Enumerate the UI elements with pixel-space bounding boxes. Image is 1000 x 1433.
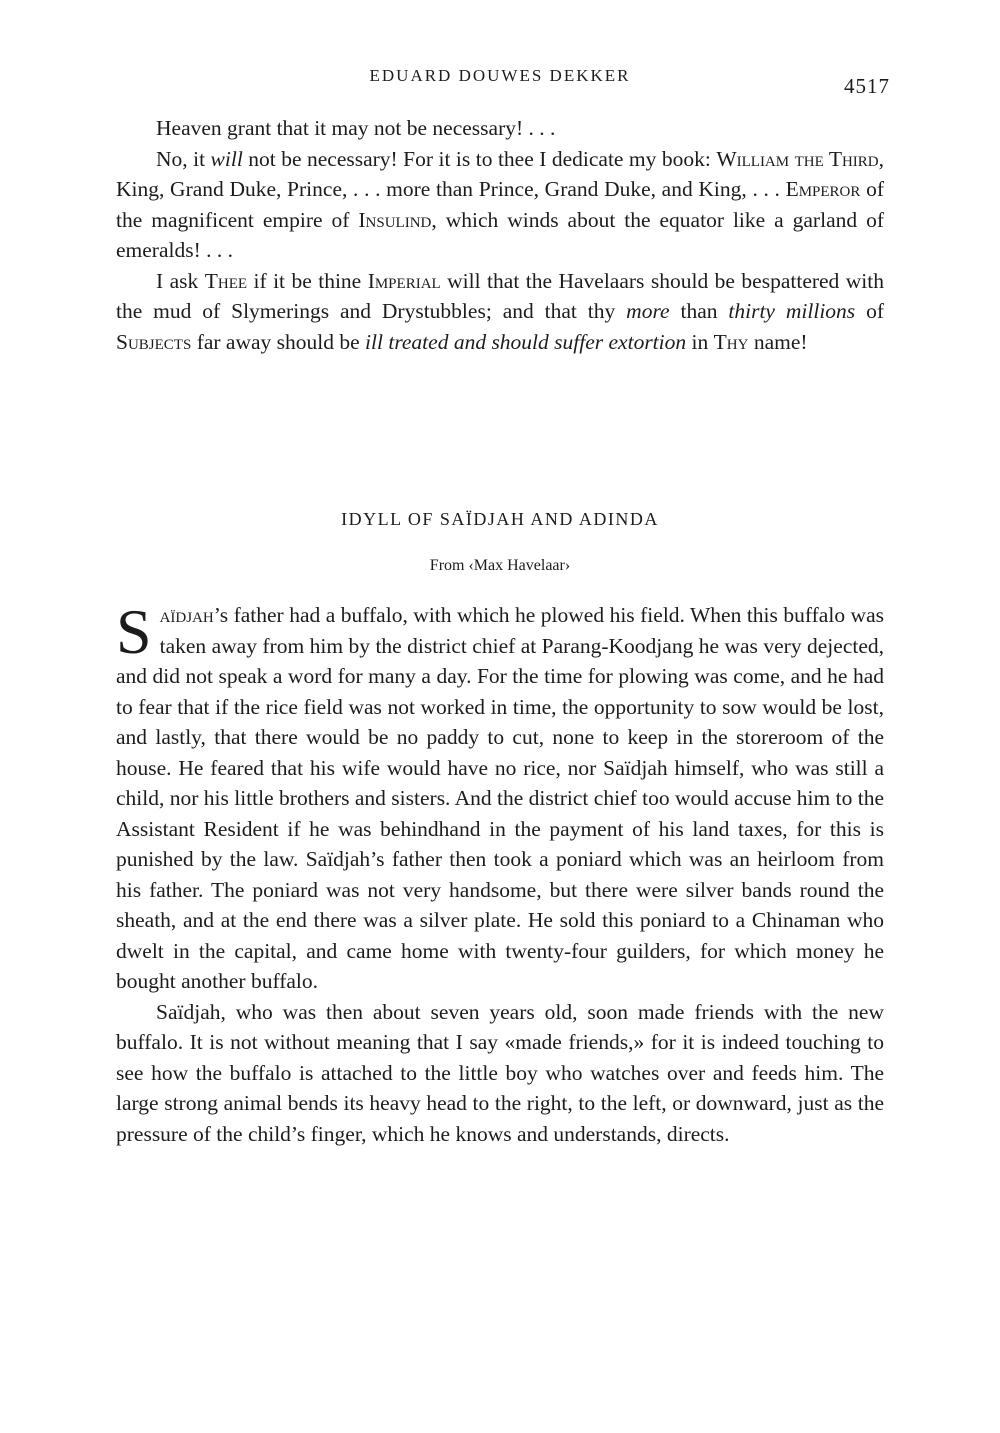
text-run: than <box>669 299 729 323</box>
king-name: William the Third <box>716 146 879 171</box>
emphasis-will: will <box>210 146 243 171</box>
section-title: IDYLL OF SAÏDJAH AND ADINDA <box>341 509 659 529</box>
text-run: name! <box>748 329 808 354</box>
text-run: in <box>686 329 714 354</box>
text-run: far away should be <box>191 329 366 354</box>
intro-section <box>116 113 884 357</box>
emphasis-more: more <box>626 299 670 323</box>
emphasis-thirty-millions: thirty millions <box>728 299 856 323</box>
first-word-rest: aïdjah <box>159 603 214 627</box>
drop-cap: S <box>116 596 152 667</box>
imperial-word: Imperial <box>367 268 441 293</box>
intro-paragraph-1: Heaven grant that it may not be necessary! . . . <box>156 116 556 140</box>
page-number: 4517 <box>844 74 890 98</box>
emperor-word: Emperor <box>785 177 861 201</box>
running-head: EDUARD DOUWES DEKKER <box>369 66 631 85</box>
section-subtitle: From ‹Max Havelaar› <box>429 557 571 574</box>
subjects-word: Subjects <box>116 329 192 354</box>
text-run: not be necessary! For it is to thee I dedicate my book: <box>242 146 717 171</box>
story-paragraph-1 <box>116 596 884 997</box>
text-run: of the magnificent empire of <box>116 177 884 232</box>
text-run: ’s father had a buffalo, with which he plowed his field. When this buffalo was taken away from him by the district chief at Parang-Koodjang he was very dejected, and did not speak a word for many a day. For the time for plowing was come, and he had to fear that if the rice field was not worked in time, the opportunity to sow would be lost, and lastly, that there would be no paddy to cut, none to keep in the storeroom of the house. He feared that his wife would have no rice, nor Saïdjah himself, who was still a child, nor his little brothers and sisters. And the district chief too would accuse him to the Assistant Resident if he was behindhand in the payment of his land taxes, for this is punished by the law. Saïdjah’s father then took a poniard which was an heirloom from his father. The poniard was not very handsome, but there were silver bands round the sheath, and at the end there was a silver plate. He sold this poniard to a Chinaman who dwelt in the capital, and came home with twenty-four guilders, for which money he bought another buffalo. <box>116 603 884 993</box>
emphasis-ill-treated: ill treated and should suffer extortion <box>365 329 687 354</box>
story-paragraph-2: Saïdjah, who was then about seven years old, soon made friends with the new buffalo. It is not without meaning that I say «made friends,» for it is indeed touching to see how the buffalo is attached to the little boy who watches over and feeds him. The large strong animal bends its heavy head to the right, to the left, or downward, just as the pressure of the child’s finger, which he knows and understands, directs. <box>116 999 884 1146</box>
intro-paragraph-3 <box>116 266 884 358</box>
insulind-word: Insulind <box>358 207 432 232</box>
thy-word: Thy <box>713 329 749 354</box>
text-run: , which winds about the equator like a garland of emeralds! . . . <box>116 207 884 262</box>
text-run: No, it <box>156 146 211 171</box>
thee-word: Thee <box>204 268 248 293</box>
story-section <box>116 596 884 1149</box>
text-run: , King, Grand Duke, Prince, . . . more than Prince, Grand Duke, and King, . . . <box>116 146 884 201</box>
text-run: I ask <box>156 268 205 293</box>
text-run: will that the Havelaars should be bespattered with the mud of Slymerings and Drystubbles; and that thy <box>116 268 884 323</box>
text-run: of <box>855 299 884 323</box>
text-run: if it be thine <box>247 268 368 293</box>
intro-paragraph-2 <box>116 144 884 266</box>
